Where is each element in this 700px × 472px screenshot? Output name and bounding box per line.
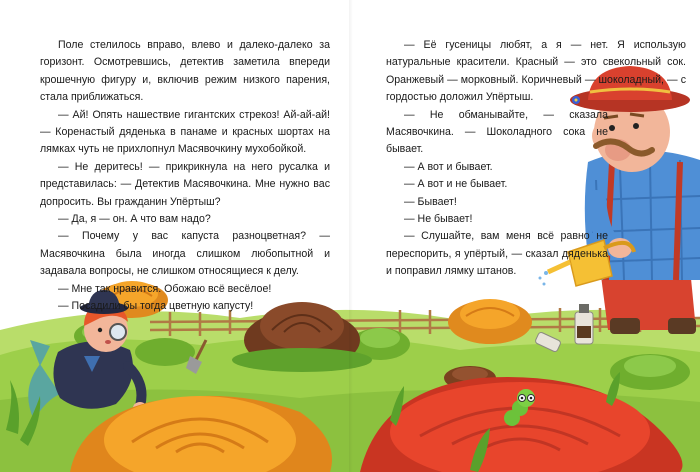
paragraph: — Не обманывайте, — сказала Масявочкина. — Шоколадного сока не бывает. [386, 108, 608, 156]
paragraph: — Мне так нравится. Обожаю всё весёлое! [58, 282, 272, 295]
paragraph: — Бывает! [404, 195, 457, 208]
paragraph: — Слушайте, вам меня всё равно не переспорить, я упёртый, — сказал дяденька и поправил лямку штанов. [386, 230, 608, 278]
paragraph: — Посадили бы тогда цветную капусту! [58, 300, 254, 313]
paragraph: — Не бывает! [404, 213, 473, 226]
monocle [110, 324, 126, 340]
paragraph: — Да, я — он. А что вам надо? [58, 213, 211, 226]
paragraph: — Её гусеницы любят, а я — нет. Я использую натуральные красители. Красный — это свекольный сок. Оранжевый — морковный. Коричневый — шоколадный, — с гордостью доложил Упёртыш. [386, 39, 686, 104]
cabbage-orange-right [448, 299, 532, 344]
page-gutter [349, 0, 353, 472]
paragraph: — Почему у вас капуста разноцветная? — Масявочкина была иногда слишком любопытной и задавала вопросы, не слишком относящиеся к делу. [40, 230, 330, 278]
left-page-text [40, 37, 330, 316]
paragraph: Поле стелилось вправо, влево и далеко-далеко за горизонт. Осмотревшись, детектив заметила впереди крошечную фигуру и, включив режим низкого парения, стала приближаться. [40, 39, 330, 104]
paragraph: — А вот и не бывает. [404, 178, 508, 191]
paragraph: — Не деритесь! — прикрикнула на него русалка и представилась: — Детектив Масявочкина. Мне нужно вас допросить. Вы гражданин Упёртыш? [40, 160, 330, 208]
paragraph: — Ай! Опять нашествие гигантских стрекоз! Ай-ай-ай! — Коренастый дяденька в панаме и красных шортах на лямках чуть не прихлопнул Масявочкину мухобойкой. [40, 108, 330, 156]
right-page-text [386, 37, 686, 281]
paragraph: — А вот и бывает. [404, 160, 493, 173]
